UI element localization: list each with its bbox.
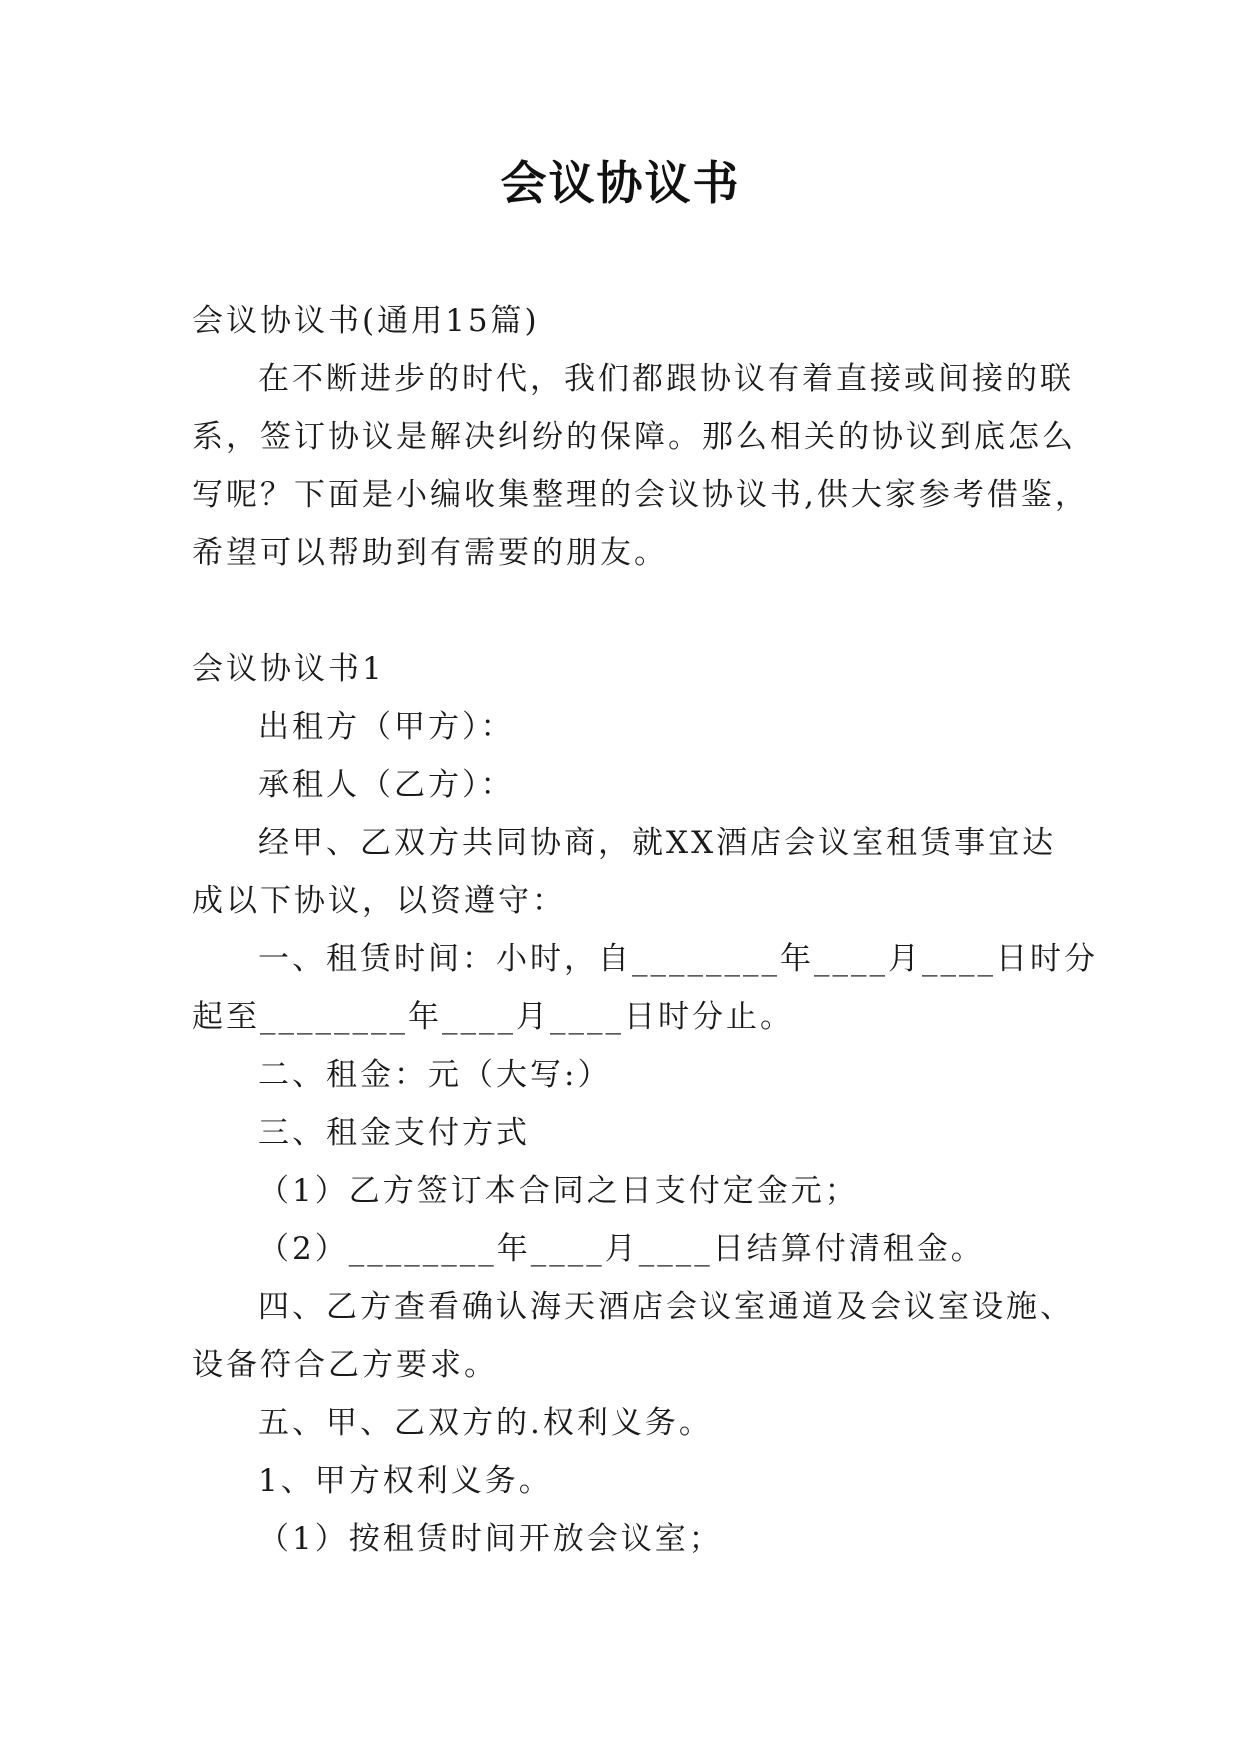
agreement-line-2: 成以下协议，以资遵守：: [192, 883, 566, 919]
intro-line-1: 在不断进步的时代，我们都跟协议有着直接或间接的联: [258, 361, 1074, 397]
clause-5-sub-1-item-1: （1）按租赁时间开放会议室；: [258, 1521, 723, 1557]
clause-2-line: 二、租金：元（大写:）: [258, 1057, 612, 1093]
clause-1-line-2: 起至________年____月____日时分止。: [192, 999, 794, 1035]
clause-5-sub-1: 1、甲方权利义务。: [258, 1463, 553, 1499]
clause-4-line-1: 四、乙方查看确认海天酒店会议室通道及会议室设施、: [258, 1289, 1074, 1325]
lessor-line: 出租方（甲方）：: [258, 709, 515, 745]
clause-3-item-1: （1）乙方签订本合同之日支付定金元；: [258, 1173, 859, 1209]
paragraph-gap: [192, 582, 1072, 640]
clause-3-line: 三、租金支付方式: [258, 1115, 530, 1151]
intro-line-3: 写呢？下面是小编收集整理的会议协议书,供大家参考借鉴，: [192, 477, 1089, 513]
clause-3-item-2: （2）________年____月____日结算付清租金。: [258, 1231, 985, 1267]
clause-1-line-1: 一、租赁时间：小时，自________年____月____日时分: [258, 941, 1098, 977]
lessee-line: 承租人（乙方）：: [258, 767, 515, 803]
intro-line-2: 系，签订协议是解决纠纷的保障。那么相关的协议到底怎么: [192, 419, 1076, 455]
clause-4-line-2: 设备符合乙方要求。: [192, 1347, 498, 1383]
subtitle-line: 会议协议书(通用15篇): [192, 303, 540, 339]
intro-line-4: 希望可以帮助到有需要的朋友。: [192, 535, 668, 571]
document-body: [192, 292, 1098, 1568]
clause-5-line: 五、甲、乙双方的.权利义务。: [258, 1405, 713, 1441]
document-title: 会议协议书: [500, 156, 741, 210]
agreement-line-1: 经甲、乙双方共同协商，就XX酒店会议室租赁事宜达: [258, 825, 1057, 861]
section-heading: 会议协议书1: [192, 651, 385, 687]
